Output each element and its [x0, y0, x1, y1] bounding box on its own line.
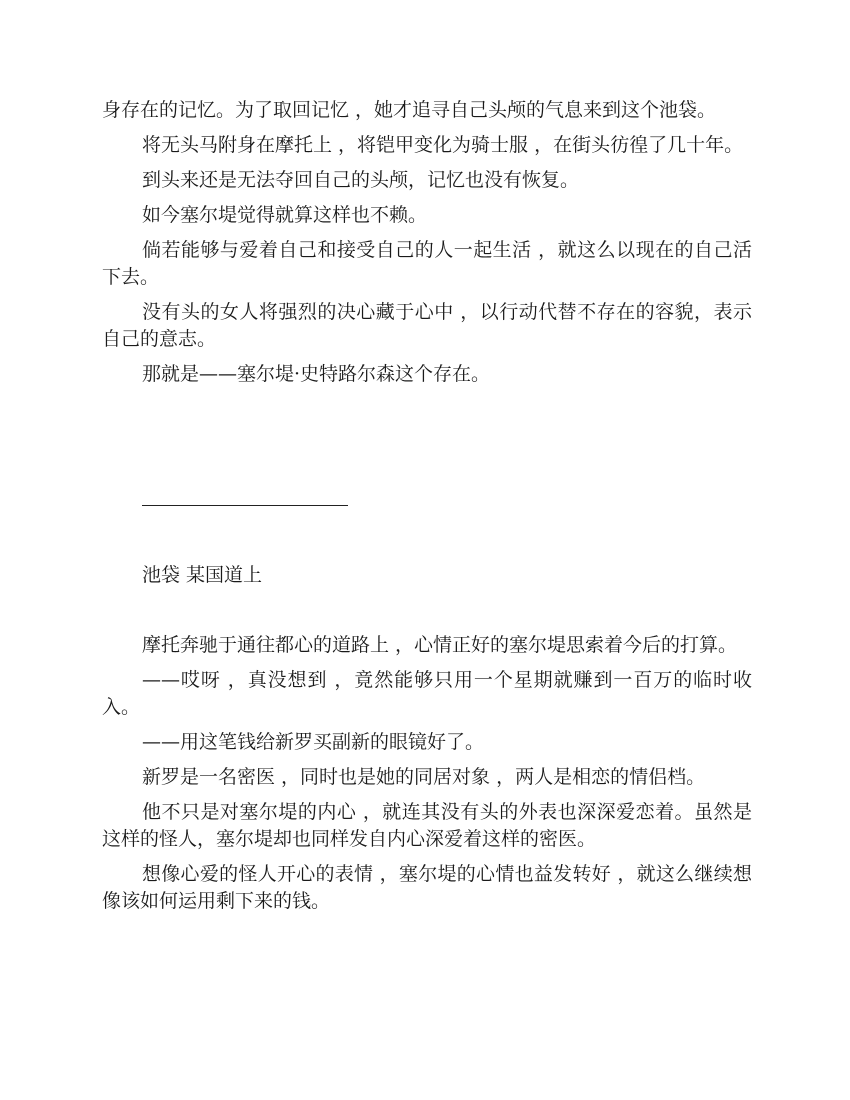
paragraph: 他不只是对塞尔堤的内心 ，就连其没有头的外表也深深爱恋着。虽然是这样的怪人，塞尔堤却也同样发自内心深爱着这样的密医。 [102, 801, 752, 850]
paragraph: 新罗是一名密医 ，同时也是她的同居对象 ，两人是相恋的情侣档。 [142, 766, 706, 788]
paragraph: 摩托奔驰于通往都心的道路上 ，心情正好的塞尔堤思索着今后的打算。 [142, 634, 738, 656]
paragraph: 倘若能够与爱着自己和接受自己的人一起生活 ，就这么以现在的自己活下去。 [102, 239, 752, 288]
paragraph: 想像心爱的怪人开心的表情 ，塞尔堤的心情也益发转好 ，就这么继续想像该如何运用剩下来的钱。 [102, 863, 752, 912]
section-divider [142, 505, 348, 506]
paragraph: 到头来还是无法夺回自己的头颅，记忆也没有恢复。 [142, 169, 580, 191]
paragraph: 将无头马附身在摩托上 ，将铠甲变化为骑士服 ，在街头彷徨了几十年。 [142, 134, 744, 156]
scene-heading: 池袋 某国道上 [142, 564, 263, 586]
paragraph: 如今塞尔堤觉得就算这样也不赖。 [142, 204, 428, 226]
paragraph: 那就是——塞尔堤·史特路尔森这个存在。 [142, 363, 491, 385]
paragraph: ——哎呀 ，真没想到 ，竟然能够只用一个星期就赚到一百万的临时收入。 [102, 669, 752, 718]
paragraph: 没有头的女人将强烈的决心藏于心中 ，以行动代替不存在的容貌，表示自己的意志。 [102, 301, 752, 350]
text-block-bottom [102, 632, 752, 923]
text-block-top [102, 97, 752, 396]
paragraph: 身存在的记忆。为了取回记忆 ，她才追寻自己头颅的气息来到这个池袋。 [102, 99, 717, 121]
paragraph: ——用这笔钱给新罗买副新的眼镜好了。 [142, 731, 485, 753]
